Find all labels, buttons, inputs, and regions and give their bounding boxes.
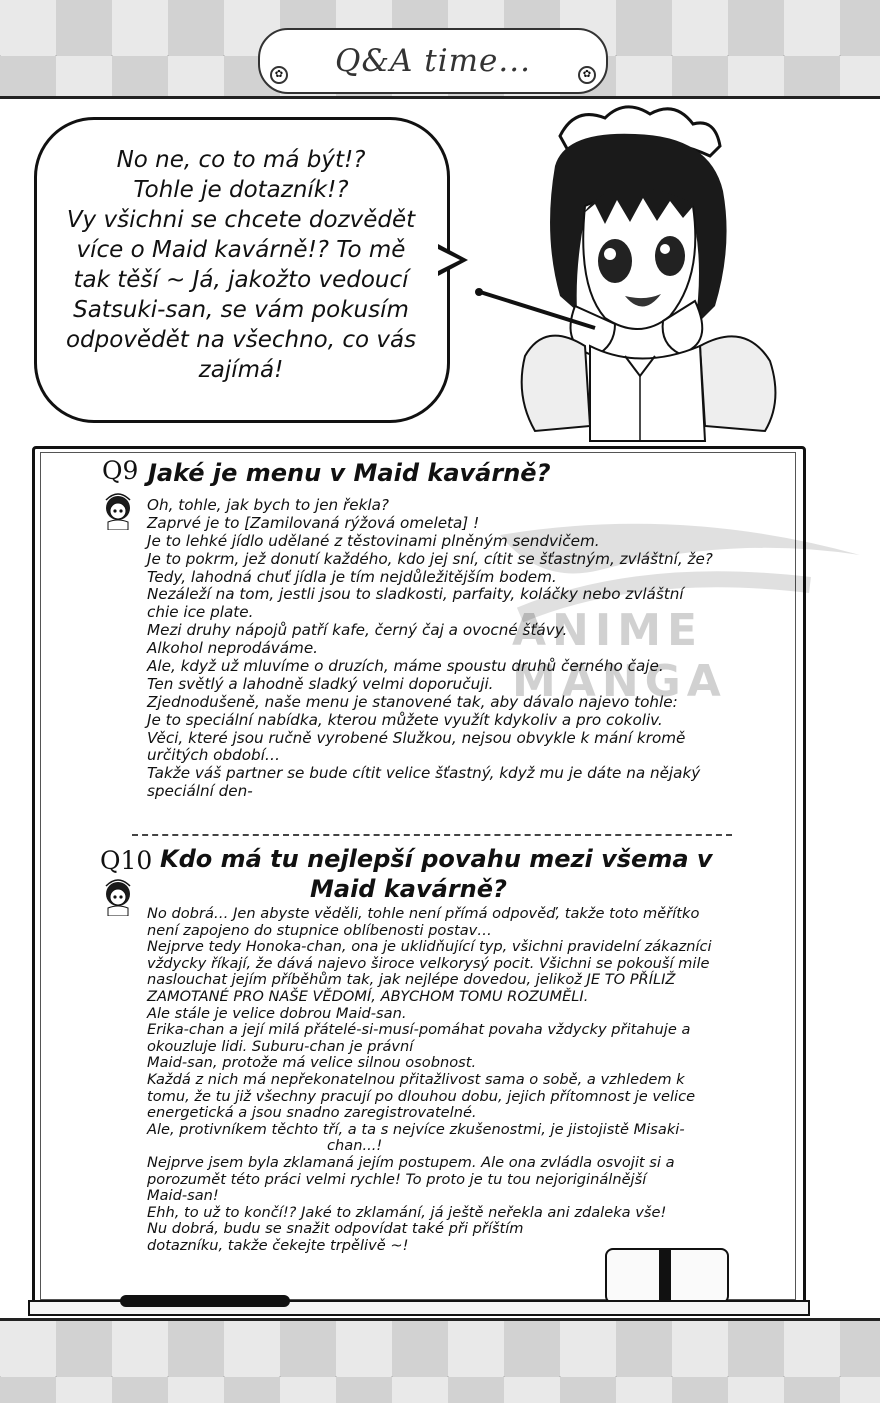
answer-line: dotazníku, takže čekejte trpělivě ~! [147, 1236, 409, 1254]
question-number-q9: Q9 [102, 456, 139, 485]
answer-line: No dobrá… Jen abyste věděli, tohle není přímá odpověď, takže toto měřítko [147, 905, 700, 922]
answer-line: tomu, že tu již všechny pracují po dlouhou dobu, jejich přítomnost je velice [147, 1087, 696, 1105]
bubble-line: Vy všichni se chcete dozvědět [66, 207, 416, 233]
watermark-text: ANIME MANGA [512, 605, 727, 707]
eraser-stripe [659, 1250, 671, 1302]
answer-line: energetická a jsou snadno zaregistrovatelné. [147, 1104, 477, 1122]
answer-q10 [147, 906, 712, 1254]
section-divider [132, 834, 732, 836]
question-number-q10: Q10 [100, 846, 153, 875]
title-plate [258, 28, 608, 94]
bubble-line: zajímá! [198, 357, 284, 383]
answer-line: naslouchat jejím příběhům tak, jak nejlépe dovedou, jelikož JE TO PŘÍLIŽ [147, 971, 676, 989]
question-title-q10-line2: Maid kavárně? [310, 875, 507, 903]
answer-line: Věci, které jsou ručně vyrobené Služkou, nejsou obvykle k mání kromě [147, 728, 686, 747]
answer-line: není zapojeno do stupnice oblíbenosti postav… [147, 921, 492, 939]
answer-line: porozumět této práci velmi rychle! To proto je tu tou nejoriginálnější [147, 1170, 647, 1188]
answer-line: určitých období… [147, 746, 281, 765]
question-title-q9: Jaké je menu v Maid kavárně? [148, 459, 551, 487]
answer-line: Ten světlý a lahodně sladký velmi doporučuji. [147, 674, 494, 693]
answer-line: Maid-san! [147, 1187, 219, 1205]
answer-line: Ehh, to už to končí!? Jaké to zklamání, já ještě neřekla ani zdaleka vše! [147, 1203, 667, 1221]
answer-line: ZAMOTANÉ PRO NAŠE VĚDOMÍ, ABYCHOM TOMU ROZUMĚLI. [147, 987, 589, 1005]
answer-line: Nejprve tedy Honoka-chan, ona je uklidňující typ, všichni pravidelní zákazníci [147, 938, 712, 956]
answer-line: Každá z nich má nepřekonatelnou přitažlivost sama o sobě, a vzhledem k [147, 1070, 685, 1088]
answer-line: Mezi druhy nápojů patří kafe, černý čaj a ovocné šťávy. [147, 621, 568, 640]
answer-line: Erika-chan a její milá přátelé-si-musí-pomáhat povaha vždycky přitahuje a [147, 1021, 691, 1039]
answer-line: Ale stále je velice dobrou Maid-san. [147, 1004, 407, 1022]
speech-bubble-text [44, 145, 438, 385]
question-title-q10-line1: Kdo má tu nejlepší povahu mezi všema v [160, 845, 713, 873]
answer-line: Je to pokrm, jež donutí každého, kdo jej sní, cítit se šťastným, zvláštní, že? [147, 549, 713, 568]
bottom-argyle-band [0, 1318, 880, 1403]
answer-line: Nu dobrá, budu se snažit odpovídat také při příštím [147, 1220, 524, 1238]
maid-avatar-icon [100, 874, 136, 916]
answer-line: okouzluje lidi. Suburu-chan je právní [147, 1037, 414, 1055]
speech-bubble-tail-inner [436, 248, 460, 272]
answer-line: Alkohol neprodáváme. [147, 639, 319, 658]
answer-q9 [147, 497, 713, 801]
maid-character-illustration [465, 96, 795, 456]
answer-line: chan...! [327, 1137, 383, 1155]
answer-line: chie ice plate. [147, 603, 254, 622]
bubble-line: Tohle je dotazník!? [133, 177, 349, 203]
answer-line: Maid-san, protože má velice silnou osobnost. [147, 1054, 477, 1072]
bubble-line: odpovědět na všechno, co vás [65, 327, 417, 353]
bubble-line: tak těší ~ Já, jakožto vedoucí [73, 267, 409, 293]
board-eraser [605, 1248, 729, 1304]
bubble-line: více o Maid kavárně!? To mě [76, 237, 406, 263]
answer-line: Je to speciální nabídka, kterou můžete využít kdykoliv a pro cokoliv. [147, 710, 663, 729]
answer-line: Tedy, lahodná chuť jídla je tím nejdůležitějším bodem. [147, 567, 557, 586]
answer-line: Je to lehké jídlo udělané z těstovinami plněným sendvičem. [147, 531, 600, 550]
answer-line: Zjednodušeně, naše menu je stanovené tak, aby dávalo najevo tohle: [147, 692, 678, 711]
bubble-line: Satsuki-san, se vám pokusím [73, 297, 409, 323]
bubble-line: No ne, co to má být!? [116, 147, 366, 173]
maid-avatar-icon [100, 488, 136, 530]
answer-line: Oh, tohle, jak bych to jen řekla? [147, 496, 389, 514]
answer-line: Nejprve jsem byla zklamaná jejím postupem. Ale ona zvládla osvojit si a [147, 1153, 675, 1171]
flower-ornament-icon: ✿ [578, 66, 596, 84]
answer-line: Takže váš partner se bude cítit velice šťastný, když mu je dáte na nějaký [147, 764, 701, 783]
answer-line: speciální den- [147, 782, 253, 801]
answer-line: Nezáleží na tom, jestli jsou to sladkosti, parfaity, koláčky nebo zvláštní [147, 585, 684, 604]
answer-line: Ale, když už mluvíme o druzích, máme spoustu druhů černého čaje. [147, 657, 664, 676]
answer-line: vždycky říkají, že dává najevo široce velkorysý pocit. Všichni se pokouší mile [147, 954, 710, 972]
flower-ornament-icon: ✿ [270, 66, 288, 84]
page-title: Q&A time... [335, 43, 531, 79]
answer-line: Ale, protivníkem těchto tří, a ta s nejvíce zkušenostmi, je jistojistě Misaki- [147, 1120, 685, 1138]
board-marker [120, 1295, 290, 1307]
answer-line: Zaprvé je to [Zamilovaná rýžová omeleta] ! [147, 513, 480, 532]
